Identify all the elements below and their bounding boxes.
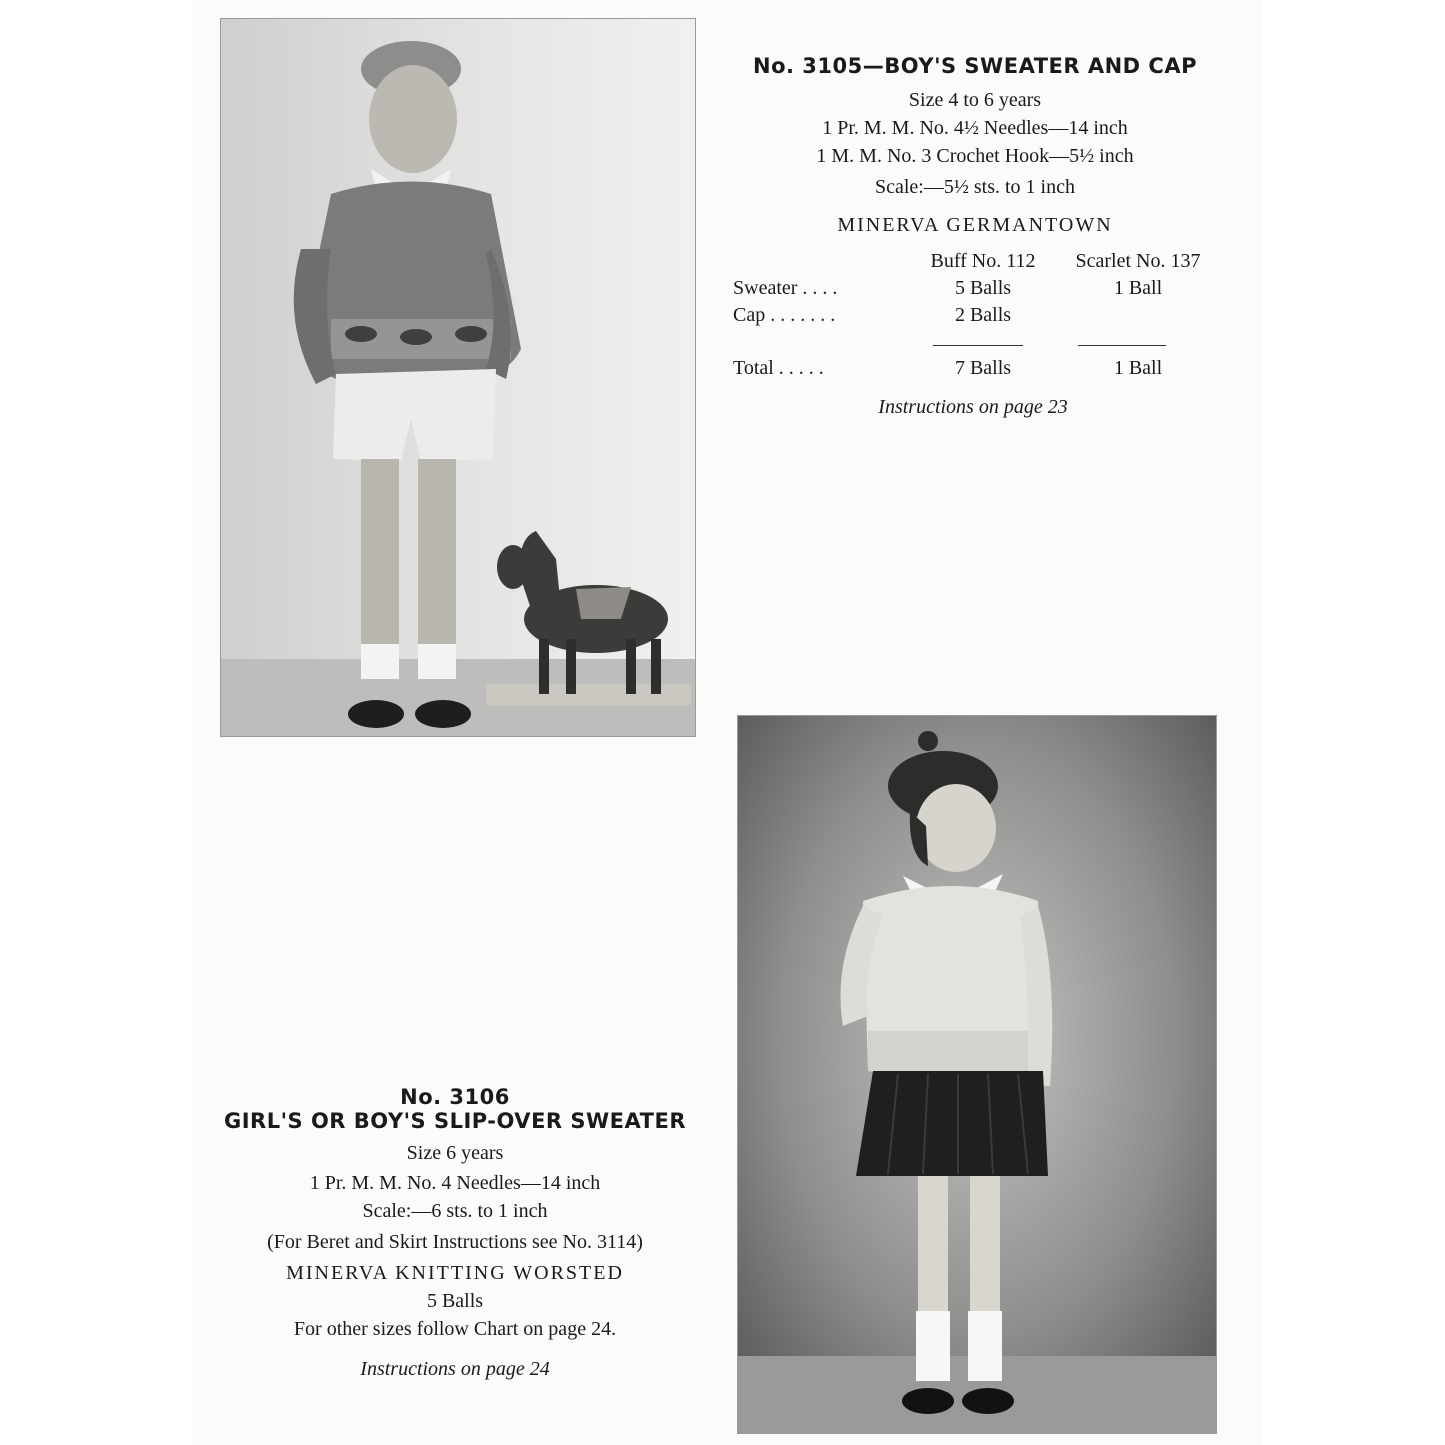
pattern-3106-title: GIRL'S OR BOY'S SLIP-OVER SWEATER (223, 1109, 686, 1133)
pattern-3105-instructions: Instructions on page 23 (878, 396, 1068, 418)
table-total-row (733, 357, 1213, 384)
pattern-3105-hook: 1 M. M. No. 3 Crochet Hook—5½ inch (816, 145, 1134, 167)
pattern-3106-yarn-brand: MINERVA KNITTING WORSTED (286, 1262, 624, 1284)
row-scarlet: 1 Ball (1113, 277, 1163, 299)
row-item: Cap . . . . . . . (733, 304, 836, 326)
total-item: Total . . . . . (733, 357, 824, 379)
pattern-3106-number: No. 3106 (400, 1085, 510, 1109)
table-header-row (733, 250, 1213, 277)
pattern-3106-chart-note: For other sizes follow Chart on page 24. (293, 1318, 617, 1340)
pattern-3106-spec (210, 1085, 700, 1383)
total-buff: 7 Balls (954, 357, 1012, 379)
table-row (733, 304, 1213, 331)
total-rule-scarlet (1078, 345, 1166, 346)
pattern-3105-yarn-brand: MINERVA GERMANTOWN (837, 214, 1113, 236)
pattern-3106-note: (For Beret and Skirt Instructions see No. 3114) (267, 1231, 643, 1253)
pattern-3105-title: No. 3105—BOY'S SWEATER AND CAP (753, 54, 1197, 78)
header-buff: Buff No. 112 (930, 250, 1036, 272)
pattern-3105-spec (720, 54, 1230, 239)
total-scarlet: 1 Ball (1113, 357, 1163, 379)
pattern-3106-size: Size 6 years (406, 1142, 504, 1164)
pattern-3105-needles: 1 Pr. M. M. No. 4½ Needles—14 inch (822, 117, 1128, 139)
yarn-quantity-table (733, 250, 1213, 423)
table-row (733, 277, 1213, 304)
row-buff: 2 Balls (954, 304, 1012, 326)
girl-sweater-photo (737, 715, 1217, 1434)
pattern-3106-instructions: Instructions on page 24 (360, 1358, 550, 1380)
pattern-3105-scale: Scale:—5½ sts. to 1 inch (875, 176, 1075, 198)
row-item: Sweater . . . . (733, 277, 838, 299)
boy-sweater-photo (220, 18, 696, 737)
pattern-3106-amount: 5 Balls (426, 1290, 484, 1312)
pattern-3106-needles: 1 Pr. M. M. No. 4 Needles—14 inch (309, 1172, 601, 1194)
header-scarlet: Scarlet No. 137 (1075, 250, 1201, 272)
total-rule-row (733, 331, 1213, 357)
pattern-3105-size: Size 4 to 6 years (908, 89, 1042, 111)
row-buff: 5 Balls (954, 277, 1012, 299)
pattern-3106-scale: Scale:—6 sts. to 1 inch (362, 1200, 548, 1222)
total-rule-buff (933, 345, 1023, 346)
